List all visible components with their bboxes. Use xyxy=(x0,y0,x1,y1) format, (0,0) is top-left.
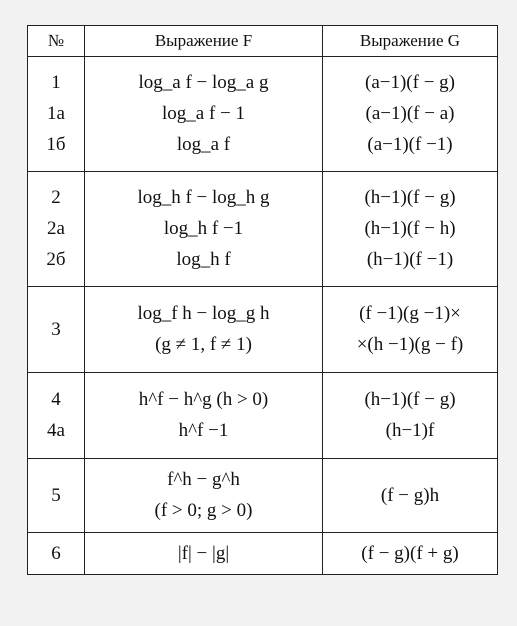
expression-g: (a−1)(f − a) xyxy=(365,103,455,125)
expression-f-cell xyxy=(85,57,323,172)
expression-g: (h−1)(f − g) xyxy=(364,187,456,209)
expression-f: log_f h − log_g h xyxy=(137,303,270,325)
expression-f: h^f −1 xyxy=(178,420,229,441)
row-number-cell xyxy=(28,373,85,459)
expression-f: log_h f − log_h g xyxy=(137,187,270,209)
expression-f: |f| − |g| xyxy=(177,542,230,564)
row-number: 4 xyxy=(51,389,61,411)
expression-f: f^h − g^h xyxy=(167,469,240,491)
row-number: 2 xyxy=(51,187,61,209)
row-number-cell xyxy=(28,287,85,373)
expression-f: log_a f − 1 xyxy=(161,103,245,125)
table-row xyxy=(28,459,498,533)
row-number: 3 xyxy=(51,318,61,340)
row-number: 1 xyxy=(51,72,61,94)
expression-f: log_h f −1 xyxy=(163,218,244,240)
expression-g-cell xyxy=(323,57,498,172)
row-number: 1a xyxy=(47,103,65,125)
table-row xyxy=(28,533,498,575)
expression-g: (h−1)f xyxy=(385,420,435,441)
row-number: 4a xyxy=(47,420,65,441)
row-number: 2б xyxy=(46,248,66,270)
expression-g: (a−1)(f − g) xyxy=(365,72,455,94)
expression-g: ×(h −1)(g − f) xyxy=(356,334,464,355)
expression-f: h^f − h^g (h > 0) xyxy=(138,389,269,411)
expression-g-cell xyxy=(323,287,498,373)
header-expression-f: Выражение F xyxy=(85,26,323,57)
expression-g: (a−1)(f −1) xyxy=(367,133,453,155)
row-number: 5 xyxy=(51,484,61,506)
table-row xyxy=(28,373,498,459)
expression-g-cell xyxy=(323,533,498,575)
row-number-cell xyxy=(28,57,85,172)
expression-f-cell xyxy=(85,373,323,459)
expression-f: log_a f − log_a g xyxy=(138,72,269,94)
expression-g: (f −1)(g −1)× xyxy=(359,303,461,325)
row-number: 2a xyxy=(47,218,65,240)
expression-f-condition: (f > 0; g > 0) xyxy=(154,500,253,521)
expression-f-cell xyxy=(85,459,323,533)
expression-g-cell xyxy=(323,373,498,459)
expression-f-cell xyxy=(85,287,323,373)
row-number: 1б xyxy=(46,133,66,155)
header-expression-g: Выражение G xyxy=(323,26,498,57)
table-row xyxy=(28,57,498,172)
row-number-cell xyxy=(28,172,85,287)
row-number-cell xyxy=(28,533,85,575)
expression-f-condition: (g ≠ 1, f ≠ 1) xyxy=(155,334,252,355)
header-row xyxy=(28,26,498,57)
expression-f-cell xyxy=(85,172,323,287)
row-number-cell xyxy=(28,459,85,533)
expression-g-cell xyxy=(323,459,498,533)
expression-g: (f − g)(f + g) xyxy=(361,542,459,564)
expressions-table xyxy=(27,25,498,575)
table-row xyxy=(28,287,498,373)
expression-g: (f − g)h xyxy=(380,484,440,506)
expression-g: (h−1)(f − g) xyxy=(364,389,456,411)
expression-f: log_h f xyxy=(176,248,231,270)
expression-g: (h−1)(f − h) xyxy=(364,218,456,240)
header-number: № xyxy=(28,26,85,57)
row-number: 6 xyxy=(51,542,61,564)
expression-f: log_a f xyxy=(176,133,231,155)
table-row xyxy=(28,172,498,287)
expression-g: (h−1)(f −1) xyxy=(366,248,454,270)
expression-f-cell xyxy=(85,533,323,575)
expression-g-cell xyxy=(323,172,498,287)
